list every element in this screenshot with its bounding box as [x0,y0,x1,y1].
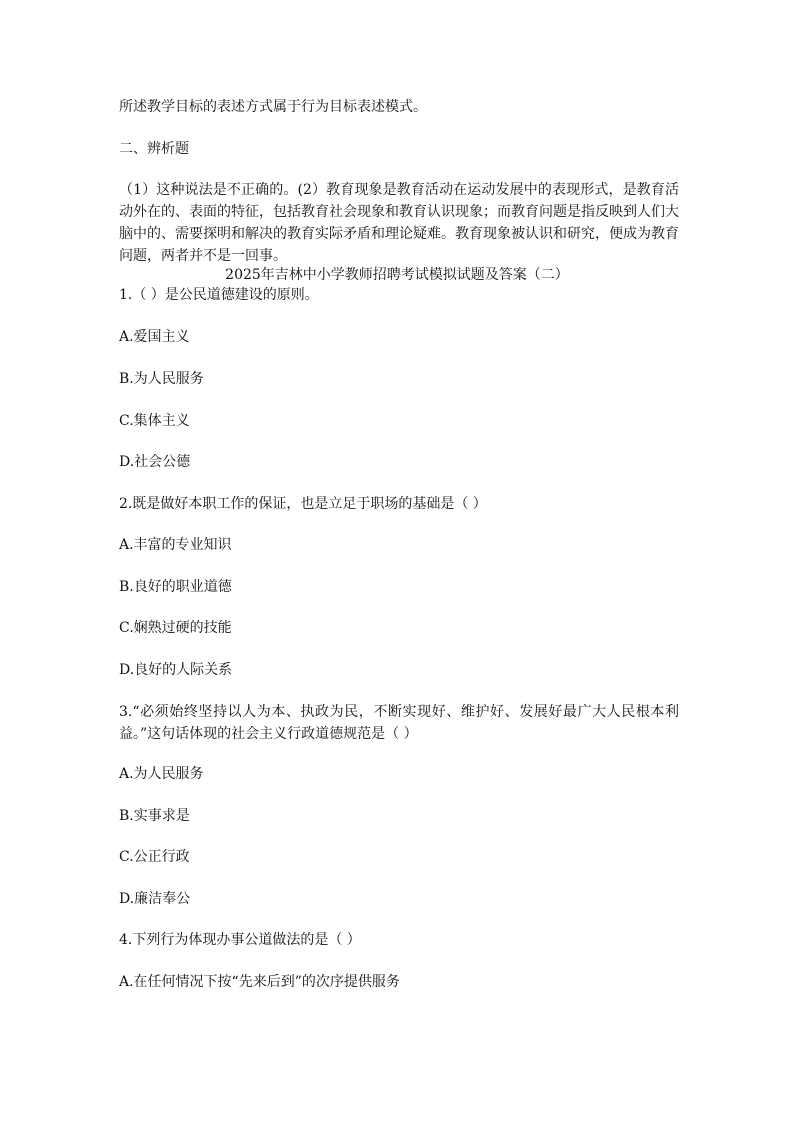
question-1-option-c: C.集体主义 [119,413,190,429]
section-heading: 二、辨析题 [119,141,189,157]
question-1-option-b: B.为人民服务 [119,371,204,387]
question-1-option-a: A.爱国主义 [119,329,190,345]
question-2-option-c: C.娴熟过硬的技能 [119,620,232,636]
question-2-option-d: D.良好的人际关系 [119,662,233,678]
question-3-option-b: B.实事求是 [119,808,190,824]
question-4-stem: 4.下列行为体现办事公道做法的是（ ） [119,932,361,948]
question-3-option-c: C.公正行政 [119,849,190,865]
question-3-option-d: D.廉洁奉公 [119,891,191,907]
previous-answer-tail: 所述教学目标的表述方式属于行为目标表述模式。 [119,99,427,115]
question-4-option-a: A.在任何情况下按“先来后到”的次序提供服务 [119,974,400,990]
analysis-answer-paragraph: （1）这种说法是不正确的。(2）教育现象是教育活动在运动发展中的表现形式，是教育活动外在的、表面的特征，包括教育社会现象和教育认识现象；而教育问题是指反映到人们大脑中的、需要探明和解决的教育实际矛盾和理论疑难。教育现象被认识和研究，便成为教育问题，两者并不是一回事。 [119,182,679,264]
question-2-option-b: B.良好的职业道德 [119,579,232,595]
exam-title: 2025年吉林中小学教师招聘考试模拟试题及答案（二） [225,267,569,283]
question-1-stem: 1.（ ）是公民道德建设的原则。 [119,287,319,303]
question-3-option-a: A.为人民服务 [119,766,204,782]
question-2-stem: 2.既是做好本职工作的保证，也是立足于职场的基础是（ ） [119,496,487,512]
question-3-stem: 3.“必须始终坚持以人为本、执政为民，不断实现好、维护好、发展好最广大人民根本利益。”这句话体现的社会主义行政道德规范是（ ） [119,704,679,742]
question-2-option-a: A.丰富的专业知识 [119,537,232,553]
question-1-option-d: D.社会公德 [119,454,191,470]
